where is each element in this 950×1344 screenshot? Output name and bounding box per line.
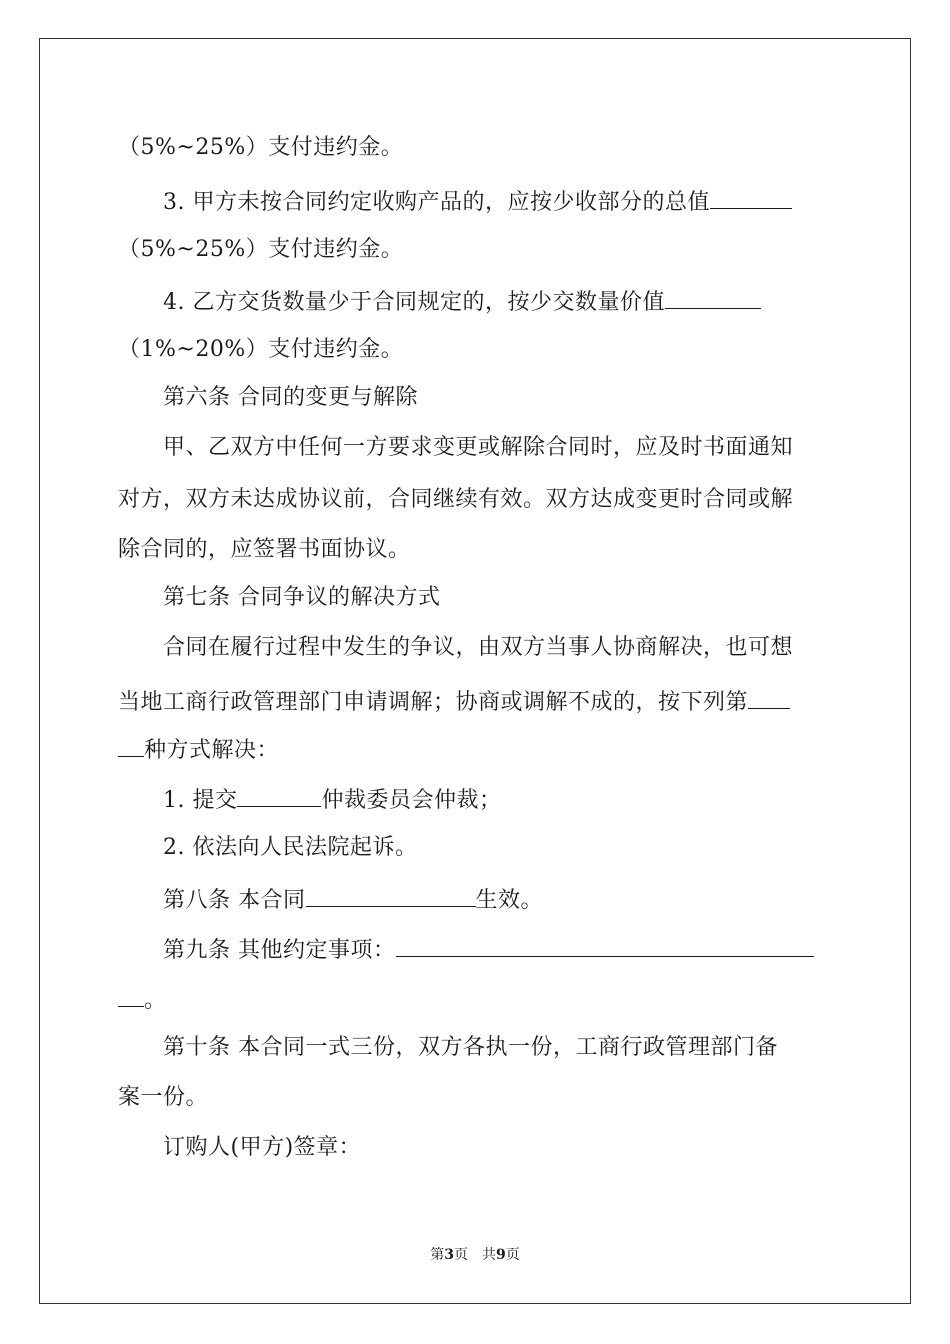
text-line: 3. 甲方未按合同约定收购产品的，应按少收部分的总值	[163, 186, 792, 217]
text-line: 案一份。	[118, 1085, 209, 1110]
text-line: 种方式解决：	[118, 734, 279, 765]
text-line: 除合同的，应签署书面协议。	[118, 537, 411, 562]
text-line: 合同在履行过程中发生的争议，由双方当事人协商解决，也可想	[163, 635, 794, 660]
text-line: 第八条 本合同 生效。	[163, 884, 543, 915]
page-border	[39, 38, 911, 1304]
text-line: （5%~25%）支付违约金。	[118, 135, 404, 160]
footer-text: 第	[430, 1247, 445, 1263]
fill-blank	[237, 784, 321, 807]
fill-blank	[665, 286, 761, 309]
text-line: （1%~20%）支付违约金。	[118, 337, 404, 362]
fill-blank	[748, 686, 790, 709]
text-line: 甲、乙双方中任何一方要求变更或解除合同时，应及时书面通知	[163, 435, 794, 460]
text-line: 2. 依法向人民法院起诉。	[163, 835, 418, 860]
fill-blank	[396, 934, 814, 957]
text-line: 第十条 本合同一式三份，双方各执一份，工商行政管理部门备	[163, 1035, 778, 1060]
text-line: 1. 提交 仲裁委员会仲裁；	[163, 784, 502, 815]
text-line: 4. 乙方交货数量少于合同规定的，按少交数量价值	[163, 286, 761, 317]
text-line: （5%~25%）支付违约金。	[118, 237, 404, 262]
current-page-number: 3	[444, 1247, 454, 1263]
text-line: 。	[118, 984, 167, 1015]
signature-label: 订购人(甲方)签章：	[163, 1135, 362, 1160]
footer-text: 页	[505, 1247, 520, 1263]
fill-blank	[710, 186, 792, 209]
page-footer	[0, 1246, 950, 1264]
footer-text: 页 共	[454, 1247, 496, 1263]
fill-blank	[118, 734, 144, 757]
text-line: 当地工商行政管理部门申请调解；协商或调解不成的，按下列第	[118, 686, 790, 717]
section-heading: 第七条 合同争议的解决方式	[163, 585, 441, 610]
section-heading: 第六条 合同的变更与解除	[163, 385, 418, 410]
text-line: 第九条 其他约定事项：	[163, 934, 814, 965]
fill-blank	[118, 984, 144, 1007]
fill-blank	[306, 884, 476, 907]
total-page-count: 9	[496, 1247, 506, 1263]
text-line: 对方，双方未达成协议前，合同继续有效。双方达成变更时合同或解	[118, 487, 794, 512]
